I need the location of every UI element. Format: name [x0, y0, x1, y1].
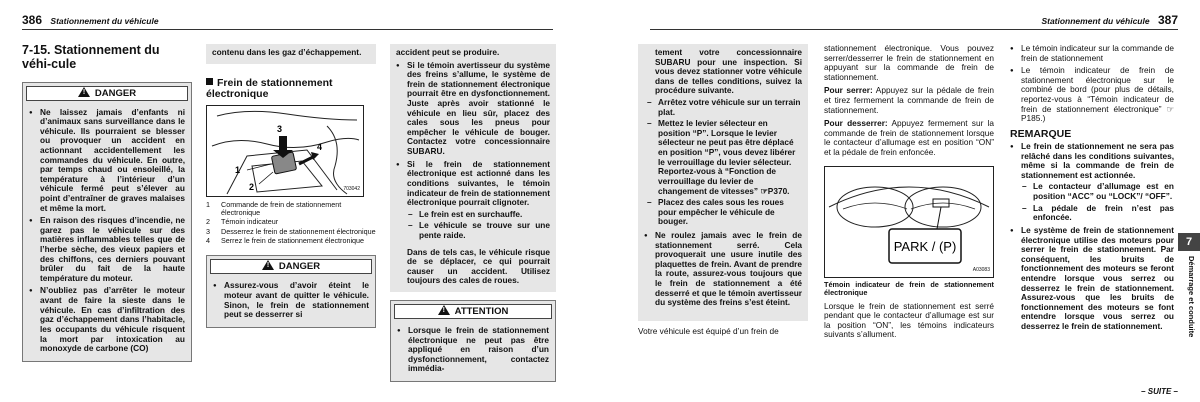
dash-item: – La pédale de frein n’est pas enfoncée. [1021, 204, 1174, 223]
indicator-figure [824, 166, 994, 278]
page-number: 387 [1157, 13, 1178, 27]
pour-serrer-paragraph: Pour serrer: Appuyez sur la pédale de frein et tirez fermement la commande de frein de stationnement. [824, 85, 994, 115]
paragraph: Lorsque le frein de stationnement est serré pendant que le contacteur d’allumage est sur la position “ON”, les témoins indicateurs suivants s’allument. [824, 300, 994, 340]
callout-4: 4 [317, 141, 323, 152]
dash-item: – Mettez le levier sélecteur en position “P”. Lorsque le levier sélecteur ne peut pas être déplacé en position “P”, vous devez libérer le verrouillage du levier sélecteur. Reportez-vous à “Fonction de verrouillage du levier de changement de vitesses” ☞P370. [646, 119, 802, 196]
legend-item: 4 Serrez le frein de stationnement électronique [206, 236, 365, 246]
list-item: ● Assurez-vous d’avoir éteint le moteur avant de quitter le véhicule. Sinon, le frein de stationnement peut se desserrer si [213, 281, 369, 319]
chapter-side-label: Démarrage et conduite [1187, 256, 1196, 338]
parking-brake-switch-figure [206, 105, 364, 197]
figure-caption: Témoin indicateur de frein de stationnement électronique [824, 279, 994, 298]
list-item: ● Si le témoin avertisseur du système des freins s’allume, le système de frein de stationnement électronique pourrait être en dysfonctionnement. Juste après avoir stationné le véhicule en lieu sûr, placez des cales sous les pneus pour empêcher le véhicule de bouger. Contactez votre concessionnaire SUBARU. [396, 61, 550, 157]
attention-banner [394, 304, 552, 319]
park-indicator-label: PARK / (P) [893, 238, 957, 254]
danger-label: DANGER [94, 87, 137, 99]
danger-list-2 [207, 277, 375, 326]
list-item: ● Lorsque le frein de stationnement électronique ne peut pas être appliqué en raison d’un dysfonctionnement, contactez immédia- [397, 326, 549, 374]
continued-marker: – SUITE – [1141, 386, 1178, 396]
danger-continuation-2: accident peut se produire. [396, 47, 500, 57]
dash-item: – Placez des cales sous les roues pour empêcher le véhicule de bouger. [646, 198, 802, 227]
danger-banner [26, 86, 188, 101]
list-item: ● Si le frein de stationnement électronique est actionné dans les conditions suivantes, le témoin indicateur de frein de stationnement électronique pourrait clignoter. – Le frein est en surchauffe. – Le véhicule se trouve sur une pente raide. [396, 160, 550, 241]
legend-item: 3 Desserrez le frein de stationnement électronique [206, 226, 376, 236]
dash-item: – Le véhicule se trouve sur une pente raide. [407, 221, 550, 240]
col3-paragraph: Dans de tels cas, le véhicule risque de se déplacer, ce qui pourrait causer un accident. Utilisez toujours des cales de roues. [407, 246, 550, 286]
danger-continuation-box-2 [390, 44, 556, 292]
right-col-3 [1010, 44, 1174, 335]
dash-item: – Arrêtez votre véhicule sur un terrain plat. [646, 98, 802, 117]
intro-paragraph: Votre véhicule est équipé d’un frein de [638, 325, 779, 336]
attention-continuation: tement votre concessionnaire SUBARU pour une inspection. Si vous devez stationner votre véhicule dans de telles conditions, suivez la procédure suivante. [655, 47, 802, 96]
dash-item: – Le frein est en surchauffe. [407, 210, 550, 220]
list-item: ● Le témoin indicateur sur la commande de frein de stationnement [1010, 44, 1174, 63]
paragraph: stationnement électronique. Vous pouvez serrer/desserrer le frein de stationnement en appuyant sur la commande de frein de stationnement. [824, 43, 994, 82]
warning-triangle-icon: ! [78, 87, 90, 97]
remarque-heading: REMARQUE [1010, 127, 1072, 140]
left-col-1 [22, 44, 192, 362]
console-illustration [207, 106, 363, 196]
left-page [0, 0, 575, 402]
danger-continuation: contenu dans les gaz d’échappement. [212, 47, 362, 57]
left-col-3 [390, 44, 556, 382]
pour-desserrer-paragraph: Pour desserrer: Appuyez fermement sur la commande de frein de stationnement lorsque le contacteur d’allumage est en position “ON” et la pédale de frein enfoncée. [824, 118, 994, 158]
list-item: ● Le témoin indicateur de frein de stationnement électronique sur le combiné de bord (pour plus de détails, reportez-vous à “Témoin indicateur de frein de stationnement électronique” ☞P185.) [1010, 66, 1174, 124]
warning-triangle-icon: ! [438, 305, 450, 315]
dash-list [407, 210, 550, 241]
header-rule [22, 29, 553, 30]
attention-box [390, 300, 556, 382]
list-item: ● Le système de frein de stationnement électronique utilise des moteurs pour serrer le frein de stationnement. Par conséquent, les bruits de fonctionnement des moteurs se feront entendre lorsque vous serrez ou desserrez le frein de stationnement. Assurez-vous que les bruits de fonctionnement des moteurs se font entendre lorsque vous serrez ou desserrez le frein de stationnement. [1010, 226, 1174, 332]
callout-3: 3 [277, 123, 283, 134]
right-page [628, 0, 1200, 402]
attention-continuation-box [638, 44, 808, 321]
legend-item: 2 Témoin indicateur [206, 217, 279, 227]
figure-legend [206, 201, 376, 246]
danger-label-2: DANGER [278, 261, 321, 273]
danger-box-2 [206, 255, 376, 327]
danger-list [23, 104, 191, 361]
list-item: ● Ne laissez jamais d’enfants ni d’animaux sans surveillance dans le véhicule. Ils pourraient se blesser ou provoquer un accident en actionnant accidentellement les commandes du véhicule. En outre, par temps chaud ou ensoleillé, la température à l’intérieur d’un véhicule fermé peut s’élever au point d’entraîner de graves malaises et même la mort. [29, 108, 185, 214]
instrument-cluster-illustration [825, 167, 993, 277]
running-title: Stationnement du véhicule [1041, 16, 1150, 26]
danger-banner-2 [210, 259, 372, 274]
danger-box [22, 82, 192, 362]
page-number: 386 [22, 13, 43, 27]
dash-list [1021, 182, 1174, 222]
list-item: ● N’oubliez pas d’arrêter le moteur avant de faire la sieste dans le véhicule. En cas d’infiltration des gaz d’échappement dans l’habitacle, les occupants du véhicule risquent la mort par intoxication au monoxyde de carbone (CO) [29, 286, 185, 353]
callout-2: 2 [249, 181, 255, 192]
right-col-2 [824, 44, 994, 344]
chapter-tab: 7 [1178, 233, 1200, 251]
attention-label: ATTENTION [454, 306, 509, 318]
list-item: ● Ne roulez jamais avec le frein de stationnement serré. Cela provoquerait une usure inutile des plaquettes de frein. Avant de prendre la route, assurez-vous toujours que le frein de stationnement a été desserré et que le témoin avertisseur du système des freins s’est éteint. [644, 231, 802, 308]
list-item: ● Le frein de stationnement ne sera pas relâché dans les conditions suivantes, même si la commande de frein de stationnement est actionnée. – Le contacteur d’allumage est en position “ACC” ou “LOCK”/ “OFF”. – La pédale de frein n’est pas enfoncée. [1010, 142, 1174, 223]
remarque-list [1010, 142, 1174, 332]
square-bullet-icon [206, 78, 213, 85]
figure-code: A03083 [972, 266, 990, 273]
section-title: 7-15. Stationnement du véhi-cule [22, 43, 160, 71]
dash-item: – Le contacteur d’allumage est en position “ACC” ou “LOCK”/ “OFF”. [1021, 182, 1174, 201]
right-col-1 [638, 44, 808, 340]
subsection-title: Frein de stationnement électronique [206, 76, 333, 101]
header-rule [650, 29, 1178, 30]
indicator-list [1010, 44, 1174, 124]
warning-triangle-icon: ! [262, 260, 274, 270]
page-header-left [22, 14, 553, 30]
list-item: ● En raison des risques d’incendie, ne garez pas le véhicule sur des matières inflammables telles que de l’herbe sèche, des vieux papiers et des chiffons, ces derniers pouvant brûler du fait de la haute température du moteur. [29, 216, 185, 283]
figure-code: 703042 [343, 185, 360, 192]
callout-1: 1 [235, 164, 241, 175]
left-col-2 [206, 44, 376, 328]
legend-item: 1 Commande de frein de stationnement électronique [206, 199, 342, 218]
attention-list [391, 322, 555, 381]
col3-list [390, 58, 556, 248]
danger-continuation-box [206, 44, 376, 64]
col1-bullet-list [638, 229, 808, 315]
page-header-right [650, 14, 1178, 30]
procedure-list [638, 98, 808, 227]
running-title: Stationnement du véhicule [50, 16, 159, 26]
